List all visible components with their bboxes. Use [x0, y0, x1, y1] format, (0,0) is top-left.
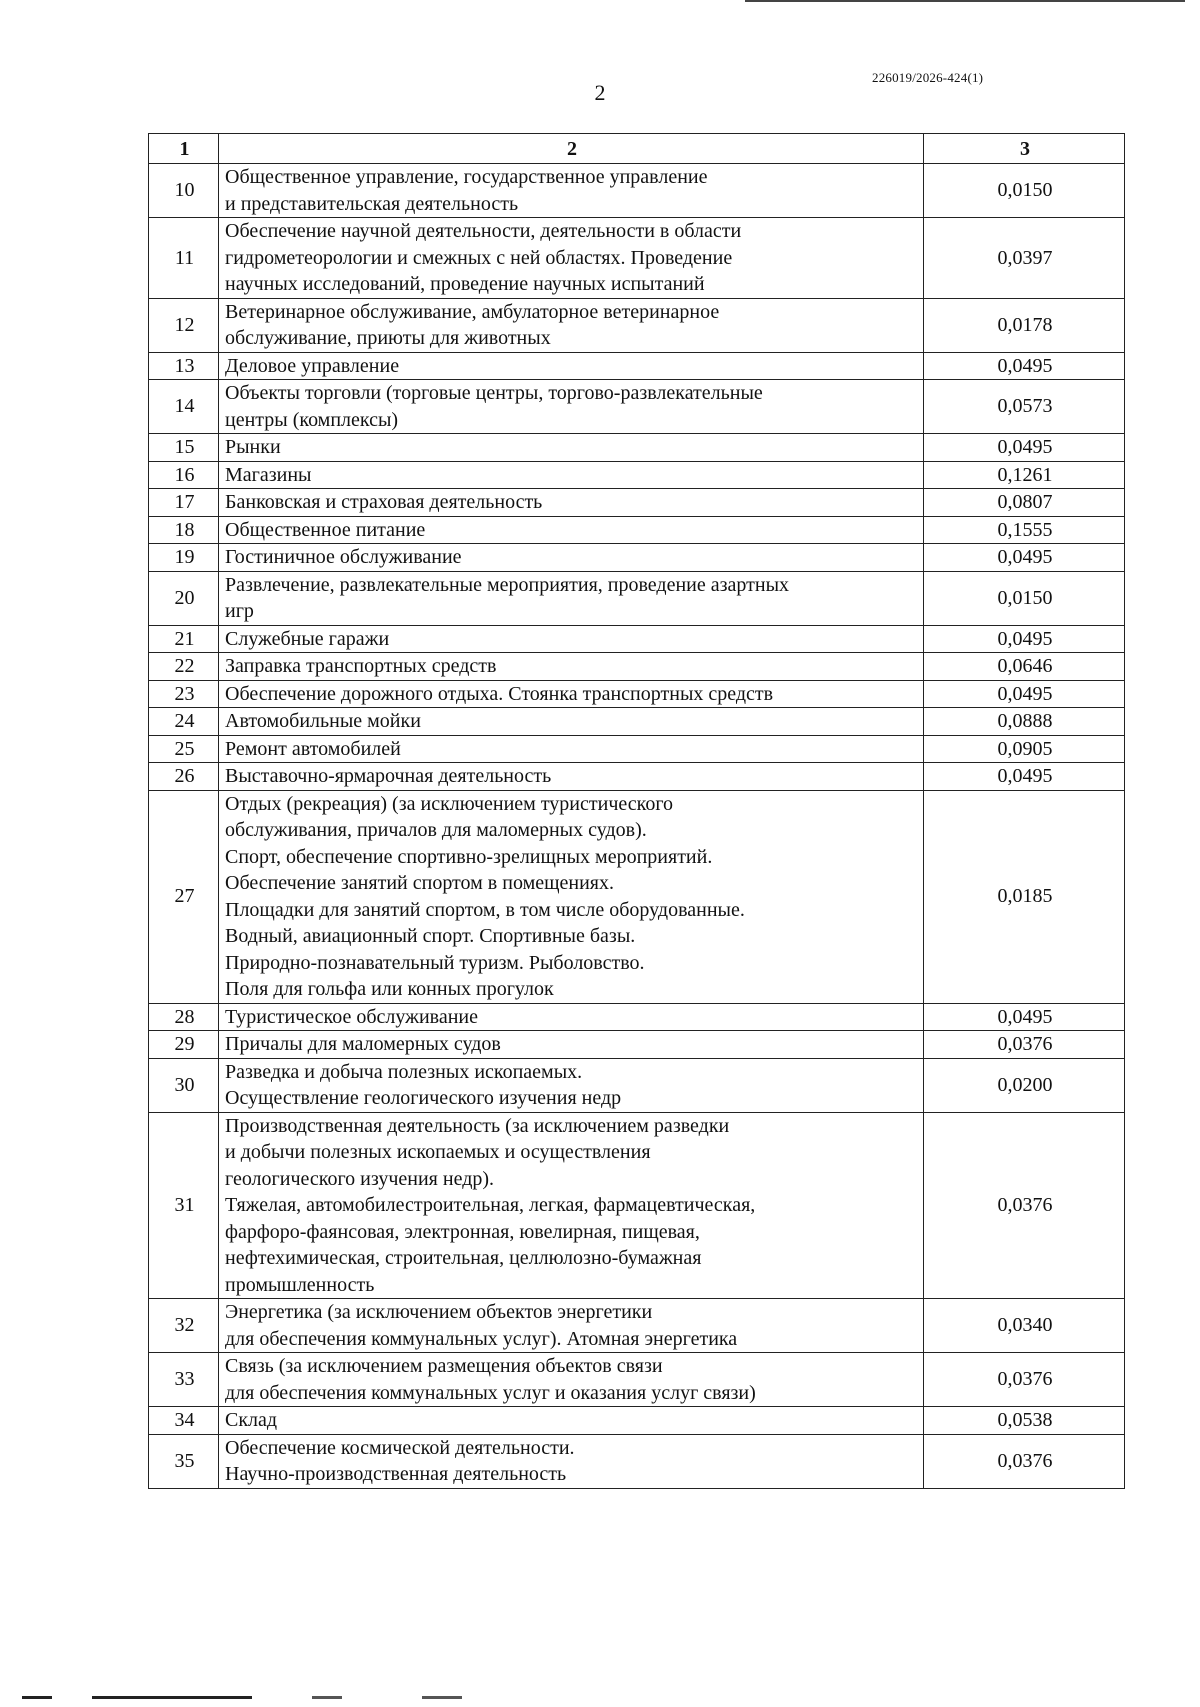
row-number: 10 [149, 164, 219, 218]
row-number: 24 [149, 708, 219, 736]
row-value: 0,0495 [924, 352, 1125, 380]
row-description: Выставочно-ярмарочная деятельность [219, 763, 924, 791]
row-number: 18 [149, 516, 219, 544]
row-value: 0,1555 [924, 516, 1125, 544]
table-row [149, 1003, 1125, 1031]
row-description: Развлечение, развлекательные мероприятия, проведение азартных игр [219, 571, 924, 625]
row-number: 25 [149, 735, 219, 763]
row-value: 0,0905 [924, 735, 1125, 763]
table-row [149, 352, 1125, 380]
row-value: 0,0376 [924, 1031, 1125, 1059]
row-description: Общественное питание [219, 516, 924, 544]
row-description: Общественное управление, государственное управление и представительская деятельность [219, 164, 924, 218]
row-value: 0,0573 [924, 380, 1125, 434]
row-value: 0,0495 [924, 544, 1125, 572]
table-row [149, 380, 1125, 434]
table-row [149, 516, 1125, 544]
row-number: 22 [149, 653, 219, 681]
row-number: 19 [149, 544, 219, 572]
table-row [149, 571, 1125, 625]
row-value: 0,0646 [924, 653, 1125, 681]
row-value: 0,0178 [924, 298, 1125, 352]
row-description: Гостиничное обслуживание [219, 544, 924, 572]
table-row [149, 1031, 1125, 1059]
row-description: Энергетика (за исключением объектов энергетики для обеспечения коммунальных услуг). Атомная энергетика [219, 1299, 924, 1353]
table-row [149, 1353, 1125, 1407]
row-number: 17 [149, 489, 219, 517]
row-description: Банковская и страховая деятельность [219, 489, 924, 517]
row-value: 0,0150 [924, 164, 1125, 218]
row-description: Объекты торговли (торговые центры, торгово-развлекательные центры (комплексы) [219, 380, 924, 434]
table-row [149, 735, 1125, 763]
row-description: Обеспечение научной деятельности, деятельности в области гидрометеорологии и смежных с ней областях. Проведение научных исследований, проведение научных испытаний [219, 218, 924, 299]
row-number: 28 [149, 1003, 219, 1031]
row-value: 0,0495 [924, 680, 1125, 708]
row-description: Причалы для маломерных судов [219, 1031, 924, 1059]
document-code: 226019/2026-424(1) [872, 70, 984, 85]
row-description: Ветеринарное обслуживание, амбулаторное ветеринарное обслуживание, приюты для животных [219, 298, 924, 352]
row-description: Производственная деятельность (за исключением разведки и добычи полезных ископаемых и осуществления геологического изучения недр). Тяжелая, автомобилестроительная, легкая, фармацевтическая, фарфоро-фаянсовая, электронная, ювелирная, пищевая, нефтехимическая, строительная, целлюлозно-бумажная промышленность [219, 1112, 924, 1299]
row-description: Служебные гаражи [219, 625, 924, 653]
row-number: 13 [149, 352, 219, 380]
row-number: 26 [149, 763, 219, 791]
row-value: 0,0376 [924, 1434, 1125, 1488]
table-row [149, 1112, 1125, 1299]
top-edge-rule [745, 0, 1185, 2]
row-description: Склад [219, 1407, 924, 1435]
page-number: 2 [594, 80, 606, 105]
row-description: Обеспечение дорожного отдыха. Стоянка транспортных средств [219, 680, 924, 708]
row-description: Магазины [219, 461, 924, 489]
row-description: Связь (за исключением размещения объектов связи для обеспечения коммунальных услуг и оказания услуг связи) [219, 1353, 924, 1407]
row-number: 15 [149, 434, 219, 462]
row-number: 16 [149, 461, 219, 489]
row-value: 0,0888 [924, 708, 1125, 736]
table-row [149, 680, 1125, 708]
row-description: Туристическое обслуживание [219, 1003, 924, 1031]
row-value: 0,0397 [924, 218, 1125, 299]
row-value: 0,0495 [924, 434, 1125, 462]
table-header-row [149, 134, 1125, 164]
row-number: 35 [149, 1434, 219, 1488]
bottom-edge-marks [22, 1696, 462, 1699]
row-description: Разведка и добыча полезных ископаемых. Осуществление геологического изучения недр [219, 1058, 924, 1112]
header-col-1: 1 [149, 134, 219, 164]
table-row [149, 708, 1125, 736]
table-body [149, 134, 1125, 1489]
table-row [149, 653, 1125, 681]
row-description: Деловое управление [219, 352, 924, 380]
row-number: 32 [149, 1299, 219, 1353]
row-value: 0,0495 [924, 763, 1125, 791]
row-number: 23 [149, 680, 219, 708]
row-number: 11 [149, 218, 219, 299]
table-row [149, 461, 1125, 489]
row-description: Ремонт автомобилей [219, 735, 924, 763]
table-row [149, 298, 1125, 352]
table-row [149, 625, 1125, 653]
rates-table [148, 133, 1125, 1489]
row-number: 12 [149, 298, 219, 352]
row-value: 0,0340 [924, 1299, 1125, 1353]
row-number: 34 [149, 1407, 219, 1435]
row-value: 0,0376 [924, 1112, 1125, 1299]
row-number: 14 [149, 380, 219, 434]
table-row [149, 1434, 1125, 1488]
table-row [149, 544, 1125, 572]
table-row [149, 763, 1125, 791]
row-value: 0,0807 [924, 489, 1125, 517]
row-number: 27 [149, 790, 219, 1003]
row-value: 0,1261 [924, 461, 1125, 489]
table-row [149, 489, 1125, 517]
table-row [149, 434, 1125, 462]
row-value: 0,0185 [924, 790, 1125, 1003]
row-value: 0,0376 [924, 1353, 1125, 1407]
row-number: 29 [149, 1031, 219, 1059]
row-value: 0,0495 [924, 625, 1125, 653]
table-row [149, 790, 1125, 1003]
header-col-2: 2 [219, 134, 924, 164]
row-description: Рынки [219, 434, 924, 462]
row-value: 0,0200 [924, 1058, 1125, 1112]
row-number: 33 [149, 1353, 219, 1407]
row-description: Обеспечение космической деятельности. Научно-производственная деятельность [219, 1434, 924, 1488]
row-number: 30 [149, 1058, 219, 1112]
table-row [149, 1407, 1125, 1435]
row-value: 0,0538 [924, 1407, 1125, 1435]
table-row [149, 164, 1125, 218]
table-row [149, 218, 1125, 299]
row-value: 0,0495 [924, 1003, 1125, 1031]
row-value: 0,0150 [924, 571, 1125, 625]
row-description: Заправка транспортных средств [219, 653, 924, 681]
table-row [149, 1058, 1125, 1112]
row-number: 21 [149, 625, 219, 653]
row-number: 31 [149, 1112, 219, 1299]
row-description: Автомобильные мойки [219, 708, 924, 736]
row-number: 20 [149, 571, 219, 625]
header-col-3: 3 [924, 134, 1125, 164]
row-description: Отдых (рекреация) (за исключением туристического обслуживания, причалов для маломерных судов). Спорт, обеспечение спортивно-зрелищных мероприятий. Обеспечение занятий спортом в помещениях. Площадки для занятий спортом, в том числе оборудованные. Водный, авиационный спорт. Спортивные базы. Природно-познавательный туризм. Рыболовство. Поля для гольфа или конных прогулок [219, 790, 924, 1003]
table-row [149, 1299, 1125, 1353]
